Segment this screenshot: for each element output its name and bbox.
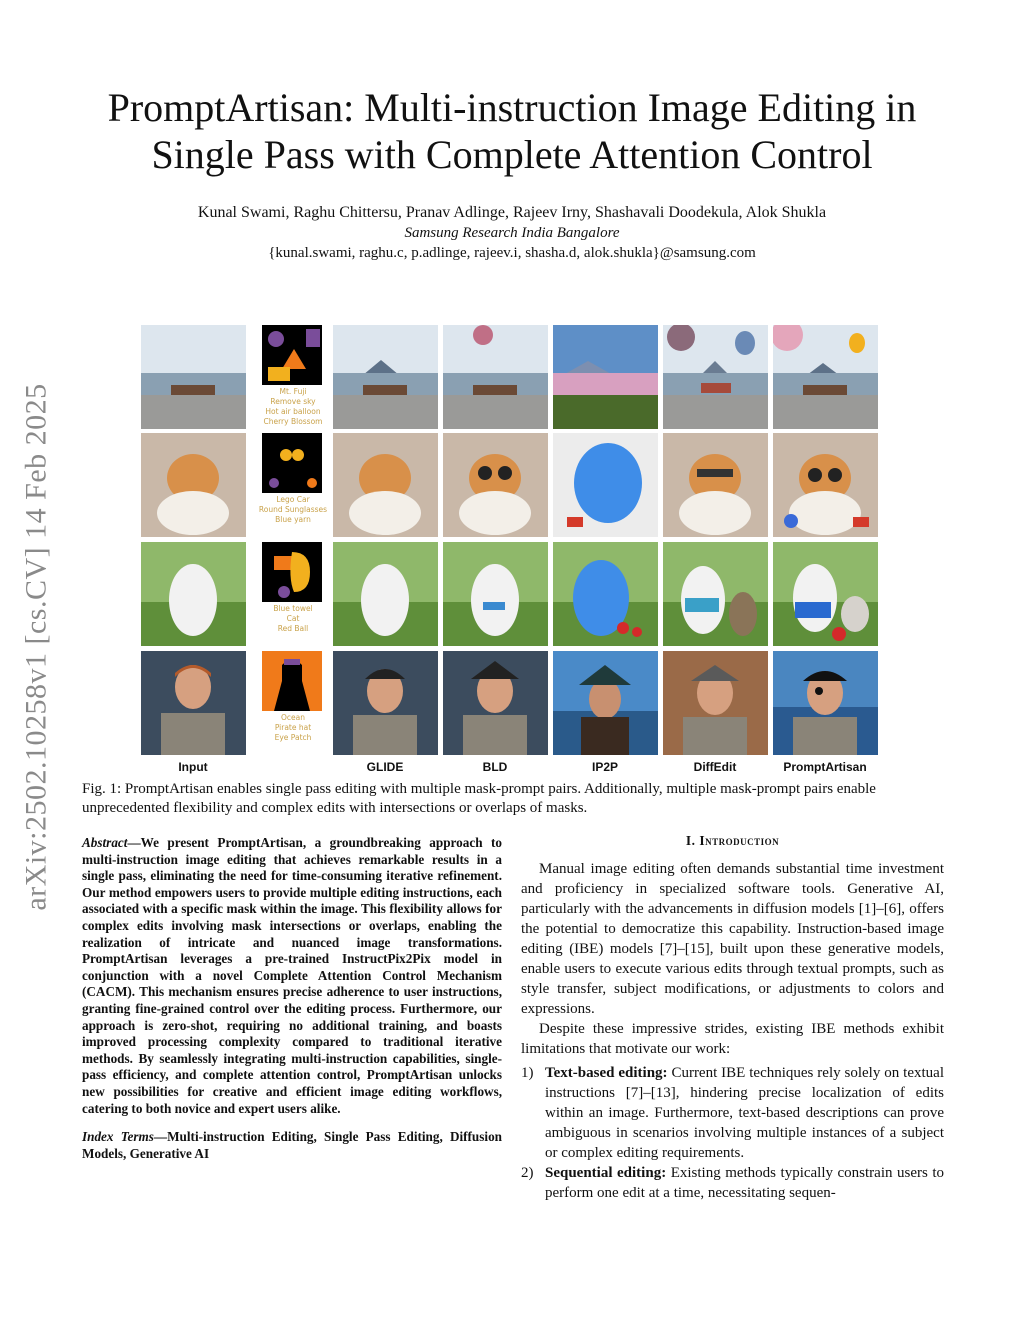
- fig-row1-bld: [443, 325, 548, 429]
- fig-col-label-promptartisan: PromptArtisan: [783, 760, 867, 774]
- fig-row2-input: [141, 433, 246, 537]
- mask-prompt: Ocean: [281, 713, 305, 722]
- list-item: [521, 1063, 944, 1163]
- fig-col-label-glide: GLIDE: [366, 760, 404, 774]
- list-item: [521, 1163, 944, 1203]
- list-item-number: 2): [521, 1165, 534, 1181]
- fig-col-label-input: Input: [178, 760, 208, 774]
- fig-row3-mask-prompts: [250, 604, 336, 634]
- mask-prompt: Lego Car: [276, 495, 310, 504]
- author-list: Kunal Swami, Raghu Chittersu, Pranav Adlinge, Rajeev Irny, Shashavali Doodekula, Alok Shukla: [197, 204, 827, 221]
- fig-row2-mask-prompts: [250, 495, 336, 525]
- fig-row3-ip2p: [553, 542, 658, 646]
- index-terms-lead: Index Terms: [82, 1129, 154, 1145]
- fig-row1-input: [141, 325, 246, 429]
- fig-row4-mask-prompts: [250, 713, 336, 743]
- fig-row1-ip2p: [553, 325, 658, 429]
- fig-row2-promptartisan: [773, 433, 878, 537]
- figure-caption: Fig. 1: PromptArtisan enables single pass editing with multiple mask-prompt pairs. Additionally, multiple mask-prompt pairs enable unprecedented flexibility and complex edits with intersections or overlaps of masks.: [82, 781, 876, 816]
- fig-row1-glide: [333, 325, 438, 429]
- mask-prompt: Red Ball: [277, 624, 309, 633]
- fig-row3-diffedit: [663, 542, 768, 646]
- fig-row1-promptartisan: [773, 325, 878, 429]
- fig-row1-mask-prompts: [250, 387, 336, 427]
- list-item-number: 1): [521, 1065, 534, 1081]
- list-item-bold: Text-based editing:: [545, 1065, 668, 1081]
- mask-prompt: Cherry Blossom: [263, 417, 323, 426]
- fig-row3-promptartisan: [773, 542, 878, 646]
- fig-col-label-ip2p: IP2P: [591, 760, 618, 774]
- fig-row4-bld: [443, 651, 548, 755]
- list-item-text: Existing methods typically constrain users to perform one edit at a time, necessitating sequen-: [545, 1165, 944, 1201]
- abstract-lead: Abstract: [82, 835, 128, 850]
- fig-row2-bld: [443, 433, 548, 537]
- affiliation: Samsung Research India Bangalore: [404, 225, 620, 241]
- list-item-bold: Sequential editing:: [545, 1165, 667, 1181]
- intro-paragraph-2: Despite these impressive strides, existing IBE methods exhibit limitations that motivate our work:: [521, 1021, 944, 1057]
- limitations-list: [521, 1063, 944, 1203]
- paper-title: PromptArtisan: Multi-instruction Image Editing in Single Pass with Complete Attention Control: [107, 85, 917, 177]
- fig-row2-ip2p: [553, 433, 658, 537]
- mask-prompt: Remove sky: [270, 397, 316, 406]
- fig-row3-mask: [262, 542, 322, 602]
- fig-col-label-bld: BLD: [482, 760, 508, 774]
- mask-prompt: Hot air balloon: [265, 407, 321, 416]
- mask-prompt: Pirate hat: [274, 723, 312, 732]
- fig-row4-ip2p: [553, 651, 658, 755]
- mask-prompt: Cat: [286, 614, 300, 623]
- fig-row3-input: [141, 542, 246, 646]
- right-column: [521, 833, 944, 1203]
- arxiv-side-stamp: [6, 352, 68, 942]
- mask-prompt: Mt. Fuji: [279, 387, 307, 396]
- fig-row2-mask: [262, 433, 322, 493]
- fig-col-label-diffedit: DiffEdit: [693, 760, 737, 774]
- fig-row3-bld: [443, 542, 548, 646]
- mask-prompt: Blue towel: [273, 604, 313, 613]
- list-item-text: Current IBE techniques rely solely on textual instructions [7]–[13], hindering precise localization of edits within an image. Furthermore, text-based descriptions can prove ambiguous in scenarios involving multiple instances of a subject or complex editing requirements.: [545, 1065, 944, 1161]
- fig-row1-diffedit: [663, 325, 768, 429]
- index-terms: [82, 1129, 502, 1162]
- fig-row4-glide: [333, 651, 438, 755]
- fig-row1-mask: [262, 325, 322, 385]
- mask-prompt: Round Sunglasses: [258, 505, 328, 514]
- arxiv-id-text: arXiv:2502.10258v1 [cs.CV] 14 Feb 2025: [20, 383, 54, 911]
- fig-row2-glide: [333, 433, 438, 537]
- fig-row4-mask: [262, 651, 322, 711]
- left-column: [82, 835, 502, 1162]
- abstract: [82, 835, 502, 1117]
- fig-row4-diffedit: [663, 651, 768, 755]
- author-block: [80, 203, 944, 263]
- section-heading-introduction: I. Introduction: [685, 833, 780, 848]
- fig-row2-diffedit: [663, 433, 768, 537]
- intro-paragraph-1: Manual image editing often demands substantial time investment and proficiency in specialized software tools. Generative AI, particularly with the advancements in diffusion models [1]–[6], offers the potential to democratize this capability. Instruction-based image editing (IBE) models [7]–[15], built upon these generative models, enable users to execute various edits through textual prompts, such as style transfer, subject modifications, or adjustments to colors and expressions.: [521, 861, 944, 1017]
- fig-row4-input: [141, 651, 246, 755]
- fig-row4-promptartisan: [773, 651, 878, 755]
- mask-prompt: Blue yarn: [275, 515, 311, 524]
- fig-row3-glide: [333, 542, 438, 646]
- abstract-text: —We present PromptArtisan, a groundbreaking approach to multi-instruction image editing that achieves remarkable results in a single pass, eliminating the need for time-consuming iterative refinement. Our method empowers users to provide multiple editing instructions, each associated with a specific mask within the image. This flexibility allows for complex edits involving mask intersections or overlaps, enabling the realization of intricate and nuanced image transformations. PromptArtisan leverages a pre-trained InstructPix2Pix model in conjunction with a novel Complete Attention Control Mechanism (CACM). This mechanism ensures precise adherence to user instructions, granting fine-grained control over the editing process. Furthermore, our approach is zero-shot, requiring no additional training, and boasts improved processing complexity compared to traditional iterative methods. By seamlessly integrating multi-instruction capabilities, single-pass efficiency, and complete attention control, PromptArtisan unlocks new possibilities for creative and efficient image editing workflows, catering to both novice and expert users alike.: [82, 835, 502, 1116]
- author-emails: {kunal.swami, raghu.c, p.adlinge, rajeev.i, shasha.d, alok.shukla}@samsung.com: [268, 245, 756, 261]
- index-terms-text: —Multi-instruction Editing, Single Pass Editing, Diffusion Models, Generative AI: [82, 1129, 502, 1161]
- mask-prompt: Eye Patch: [274, 733, 312, 742]
